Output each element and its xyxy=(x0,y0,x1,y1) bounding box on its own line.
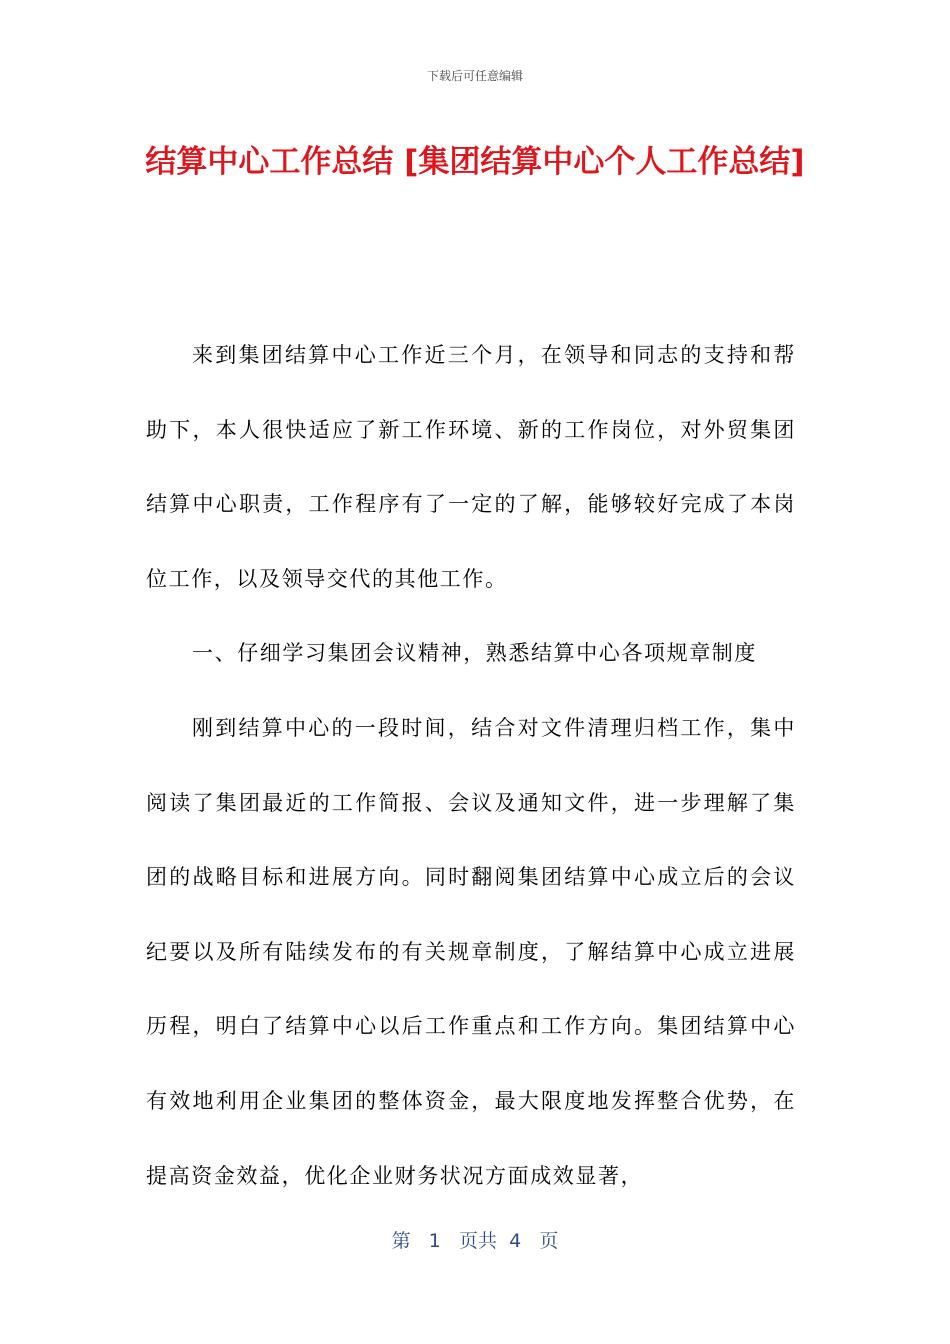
footer-total-pages: 4 xyxy=(509,1230,522,1252)
section-heading-1: 一、仔细学习集团会议精神，熟悉结算中心各项规章制度 xyxy=(192,641,757,666)
paragraph-intro: 来到集团结算中心工作近三个月，在领导和同志的支持和帮助下，本人很快适应了新工作环境、新的工作岗位，对外贸集团结算中心职责，工作程序有了一定的了解，能够较好完成了本岗位工作，以及领导交代的其他工作。 xyxy=(146,343,796,591)
footer-label-total: 页共 xyxy=(459,1230,498,1252)
document-title: 结算中心工作总结 [集团结算中心个人工作总结] xyxy=(145,144,805,180)
footer-current-page: 1 xyxy=(428,1230,441,1252)
page-footer xyxy=(0,1226,950,1253)
document-body xyxy=(146,318,796,1213)
header-note: 下载后可任意编辑 xyxy=(426,69,523,83)
footer-label-page: 第 xyxy=(391,1230,411,1252)
footer-label-end: 页 xyxy=(539,1230,559,1252)
paragraph-section-1: 刚到结算中心的一段时间，结合对文件清理归档工作，集中阅读了集团最近的工作简报、会议及通知文件，进一步理解了集团的战略目标和进展方向。同时翻阅集团结算中心成立后的会议纪要以及所有陆续发布的有关规章制度，了解结算中心成立进展历程，明白了结算中心以后工作重点和工作方向。集团结算中心有效地利用企业集团的整体资金，最大限度地发挥整合优势，在提高资金效益，优化企业财务状况方面成效显著， xyxy=(146,715,796,1188)
